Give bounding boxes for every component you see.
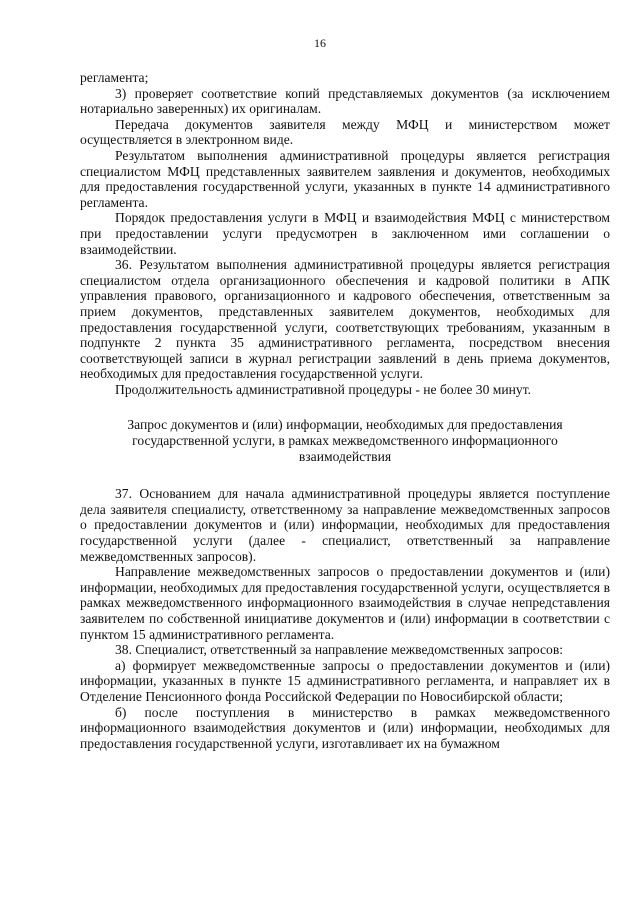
paragraph-procedure-result: Результатом выполнения административной процедуры является регистрация специалистом МФЦ представленных заявителем заявления и документов, необходимых для предоставления государственной услуги, указанных в пункте 14 административного регламента. (80, 147, 610, 210)
paragraph-duration: Продолжительность административной процедуры - не более 30 минут. (115, 381, 532, 397)
paragraph-38: 38. Специалист, ответственный за направление межведомственных запросов: (115, 642, 564, 658)
paragraph-38-a: а) формирует межведомственные запросы о предоставлении документов и (или) информации, указанных в пункте 15 административного регламента, и направляет их в Отделение Пенсионного фонда Российской Федерации по Новосибирской области; (80, 657, 610, 704)
paragraph-item-3: 3) проверяет соответствие копий представляемых документов (за исключением нотариально заверенных) их оригиналам. (80, 85, 610, 117)
paragraph-36: 36. Результатом выполнения административной процедуры является регистрация специалистом отдела организационного обеспечения и кадровой политики в АПК управления правового, организационного и кадрового обеспечения, ответственным за прием документов, представленных заявителем документов, необходимых для предоставления государственной услуги, соответствующих требованиям, указанным в подпункте 2 пункта 35 административного регламента, посредством внесения соответствующей записи в журнал регистрации заявлений в день приема документов, необходимых для предоставления государственной услуги. (80, 257, 610, 382)
paragraph-38-b: б) после поступления в министерство в рамках межведомственного информационного взаимодействия документов и (или) информации, необходимых для предоставления государственной услуги, изготавливает их на бумажном (80, 704, 610, 751)
paragraph-37: 37. Основанием для начала административной процедуры является поступление дела заявителя специалисту, ответственному за направление межведомственных запросов о предоставлении документов и (или) информации, необходимых для предоставления государственной услуги (далее - специалист, ответственный за направление межведомственных запросов). (80, 486, 610, 564)
paragraph-mfc-procedure: Порядок предоставления услуги в МФЦ и взаимодействия МФЦ с министерством при предоставлении услуги предусмотрен в заключенном ими соглашении о взаимодействии. (80, 210, 610, 257)
section-heading: Запрос документов и (или) информации, необходимых для предоставления государственной услуги, в рамках межведомственного информационного взаимодействия (127, 417, 563, 464)
page-number: 16 (314, 36, 326, 50)
paragraph-document-transfer: Передача документов заявителя между МФЦ и министерством может осуществляется в электронном виде. (80, 116, 610, 148)
document-body (80, 70, 610, 751)
paragraph-interagency-requests: Направление межведомственных запросов о предоставлении документов и (или) информации, необходимых для предоставления государственной услуги, осуществляется в рамках межведомственного информационного взаимодействия в случае непредставления заявителем по собственной инициативе документов и (или) информации в соответствии с пунктом 15 административного регламента. (80, 564, 610, 642)
paragraph-continuation: регламента; (80, 70, 149, 85)
